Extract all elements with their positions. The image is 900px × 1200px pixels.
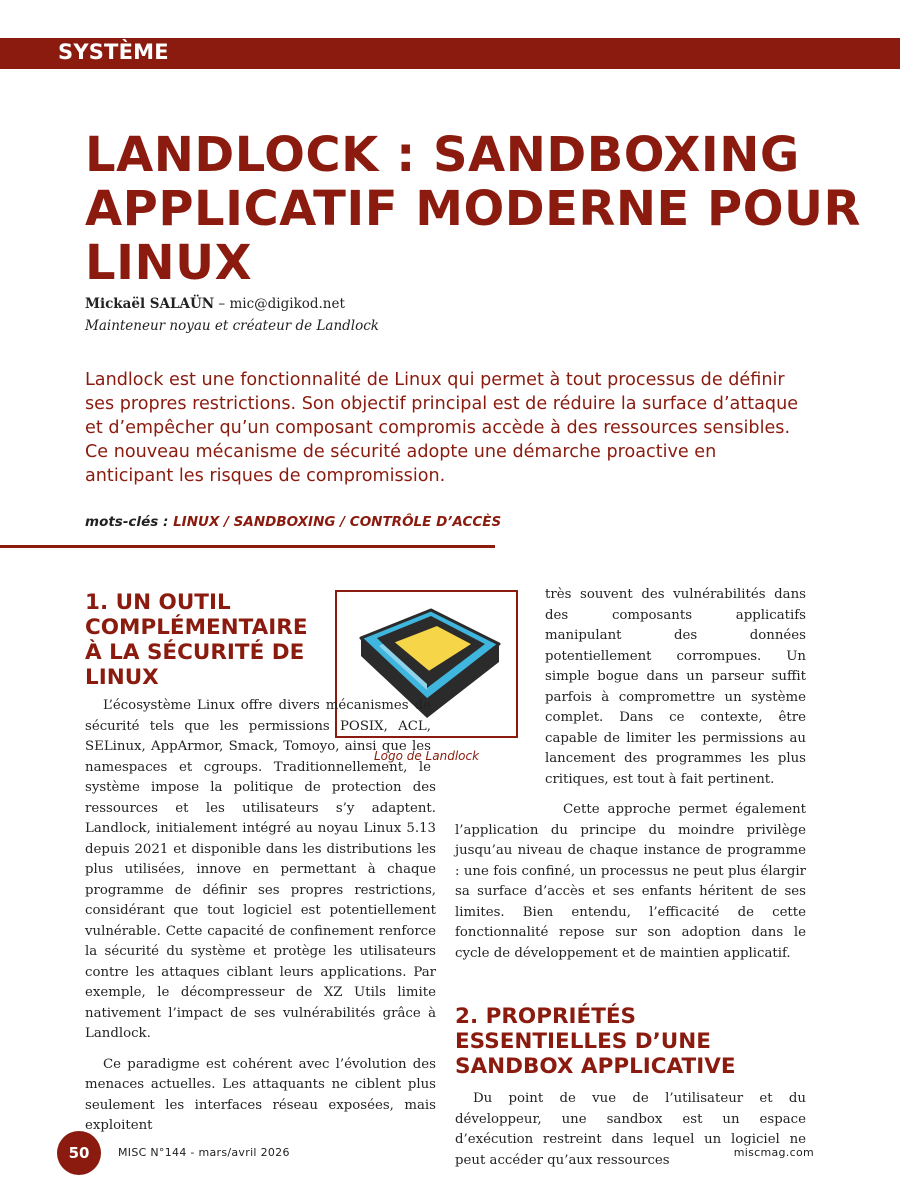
section-1-paragraph-4: Cette approche permet également l’application du principe du moindre privilège jusqu’au niveau de chaque instance de programme : une fois confiné, un processus ne peut plus élargir sa surface d’accès et ses enfants héritent de ses limites. Bien entendu, l’efficacité de cette fonctionnalité repose sur son adoption dans le cycle de développement et de maintien applicatif.: [455, 802, 806, 961]
footer-issue: MISC N°144 - mars/avril 2026: [118, 1146, 290, 1159]
section-1-paragraph-2: Ce paradigme est cohérent avec l’évolution des menaces actuelles. Les attaquants ne ciblent plus seulement les interfaces réseau exposées, mais exploitent: [85, 1056, 436, 1133]
figure-caption: Logo de Landlock: [373, 749, 480, 763]
author-email[interactable]: mic@digikod.net: [229, 296, 345, 312]
keywords-divider: [0, 545, 495, 548]
keywords-label: mots-clés :: [85, 514, 174, 530]
section-1-heading: 1. UN OUTIL COMPLÉMENTAIRE À LA SÉCURITÉ DE LINUX: [85, 590, 308, 690]
float-spacer: [431, 690, 436, 758]
author-role: Mainteneur noyau et créateur de Landlock: [85, 318, 379, 334]
abstract: Landlock est une fonctionnalité de Linux qui permet à tout processus de définir ses propres restrictions. Son objectif principal est de réduire la surface d’attaque et d’empêcher qu’un composant compromis accède à des ressources sensibles. Ce nouveau mécanisme de sécurité adopte une démarche proactive en anticipant les risques de compromission.: [85, 370, 799, 486]
section-2-paragraph-1: Du point de vue de l’utilisateur et du développeur, une sandbox est un espace d’exécution restreint dans lequel un logiciel ne peut accéder qu’aux ressources: [455, 1091, 806, 1168]
page-number: 50: [57, 1131, 101, 1175]
author-separator: –: [214, 296, 230, 312]
footer-site[interactable]: miscmag.com: [733, 1146, 814, 1159]
keywords: [85, 514, 501, 530]
section-2-heading: 2. PROPRIÉTÉS ESSENTIELLES D’UNE SANDBOX APPLICATIVE: [455, 1004, 736, 1079]
section-header-bar: [0, 38, 900, 69]
article-title: LANDLOCK : SANDBOXING APPLICATIF MODERNE POUR LINUX: [85, 127, 861, 291]
author-name: Mickaël SALAÜN: [85, 296, 215, 312]
author-line: [85, 296, 345, 312]
keywords-value: LINUX / SANDBOXING / CONTRÔLE D’ACCÈS: [173, 514, 502, 530]
column-right: [455, 585, 806, 1171]
section-1-paragraph-3: très souvent des vulnérabilités dans des composants applicatifs manipulant des données potentiellement corrompues. Un simple bogue dans un parseur suffit parfois à compromettre un système complet. Dans ce contexte, être capable de limiter les permissions au lancement des programmes les plus critiques, est tout à fait pertinent.: [545, 587, 806, 787]
section-1-paragraph-1: L’écosystème Linux offre divers mécanismes de sécurité tels que les permissions POSIX, ACL, SELinux, AppArmor, Smack, Tomoyo, ainsi que les namespaces et cgroups. Traditionnellement, le système impose la politique de protection des ressources et les utilisateurs s’y adaptent. Landlock, initialement intégré au noyau Linux 5.13 depuis 2021 et disponible dans les distributions les plus utilisées, innove en permettant à chaque programme de définir ses propres restrictions, considérant que tout logiciel est potentiellement vulnérable. Cette capacité de confinement renforce la sécurité du système et protège les utilisateurs contre les attaques ciblant leurs applications. Par exemple, le décompresseur de XZ Utils limite nativement l’impact de ses vulnérabilités grâce à Landlock.: [85, 698, 436, 1041]
section-label: SYSTÈME: [58, 40, 169, 64]
column-left: [85, 590, 436, 1137]
